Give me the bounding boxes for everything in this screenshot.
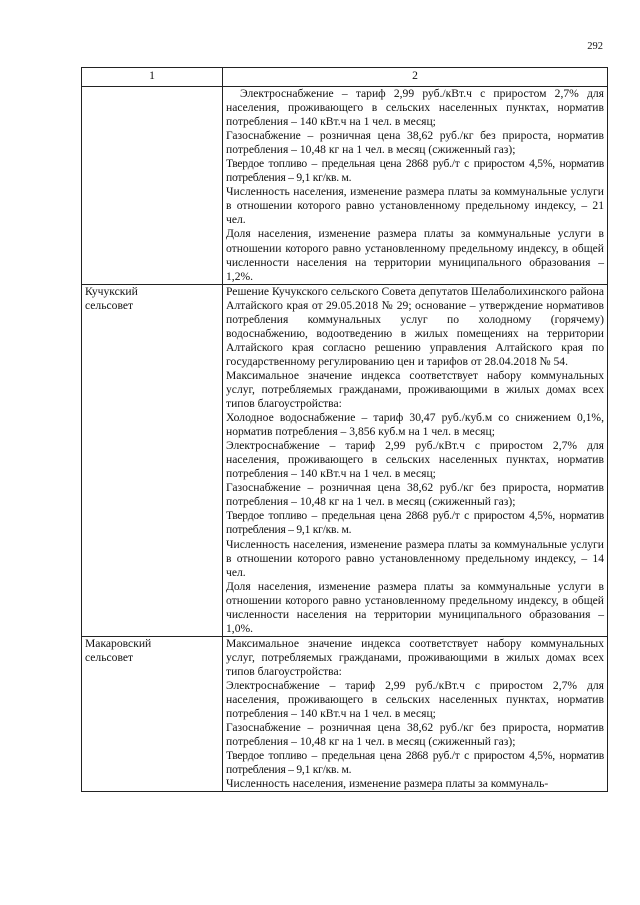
paragraph: Холодное водоснабжение – тариф 30,47 руб./куб.м со снижением 0,1%, норматив потребления – 3,856 куб.м на 1 чел. в месяц; xyxy=(226,411,604,439)
paragraph: Доля населения, изменение размера платы за коммунальные услуги в отношении которого равно установленному предельному индексу, в общей численности населения на территории муниципального образования – 1,2%. xyxy=(226,227,604,283)
paragraph: Максимальное значение индекса соответствует набору коммунальных услуг, потребляемых гражданами, проживающими в жилых домах всех типов благоустройства: xyxy=(226,368,604,411)
table-row xyxy=(82,87,608,285)
municipality-cell xyxy=(82,87,223,285)
municipality-cell: Макаровский сельсовет xyxy=(82,636,223,792)
paragraph: Численность населения, изменение размера платы за коммуналь- xyxy=(226,777,549,791)
tariff-table xyxy=(81,67,608,792)
header-col-1: 1 xyxy=(82,68,223,87)
paragraph: Твердое топливо – предельная цена 2868 руб./т с приростом 4,5%, норматив потребления – 9,1 кг/кв. м. xyxy=(226,749,604,777)
table-row xyxy=(82,636,608,792)
header-col-2: 2 xyxy=(223,68,608,87)
table-header-row xyxy=(82,68,608,87)
paragraph: Газоснабжение – розничная цена 38,62 руб./кг без прироста, норматив потребления – 10,48 кг на 1 чел. в месяц (сжиженный газ); xyxy=(226,481,604,509)
municipality-cell: Кучукский сельсовет xyxy=(82,284,223,636)
table-row xyxy=(82,284,608,636)
paragraph: Газоснабжение – розничная цена 38,62 руб./кг без прироста, норматив потребления – 10,48 кг на 1 чел. в месяц (сжиженный газ); xyxy=(226,721,604,749)
paragraph: Электроснабжение – тариф 2,99 руб./кВт.ч с приростом 2,7% для населения, проживающего в сельских населенных пунктах, норматив потребления – 140 кВт.ч на 1 чел. в месяц; xyxy=(226,87,604,129)
paragraph: Доля населения, изменение размера платы за коммунальные услуги в отношении которого равно установленному предельному индексу, в общей численности населения на территории муниципального образования – 1,0%. xyxy=(226,579,604,635)
paragraph: Численность населения, изменение размера платы за коммунальные услуги в отношении которого равно установленному предельному индексу, – 21 чел. xyxy=(226,185,604,227)
content-cell xyxy=(223,284,608,636)
paragraph: Решение Кучукского сельского Совета депутатов Шелаболихинского района Алтайского края от 29.05.2018 № 29; основание – утверждение нормативов потребления коммунальных услуг по холодному (горячему) водоснабжению, водоотведению в жилых помещениях на территории Алтайского края согласно решению управления Алтайского края по государственному регулированию цен и тарифов от 28.04.2018 № 54. xyxy=(226,284,604,368)
content-cell xyxy=(223,636,608,792)
paragraph: Электроснабжение – тариф 2,99 руб./кВт.ч с приростом 2,7% для населения, проживающего в сельских населенных пунктах, норматив потребления – 140 кВт.ч на 1 чел. в месяц; xyxy=(226,678,604,721)
paragraph: Твердое топливо – предельная цена 2868 руб./т с приростом 4,5%, норматив потребления – 9,1 кг/кв. м. xyxy=(226,509,604,537)
paragraph: Численность населения, изменение размера платы за коммунальные услуги в отношении которого равно установленному предельному индексу, – 14 чел. xyxy=(226,537,604,579)
paragraph: Электроснабжение – тариф 2,99 руб./кВт.ч с приростом 2,7% для населения, проживающего в сельских населенных пунктах, норматив потребления – 140 кВт.ч на 1 чел. в месяц; xyxy=(226,439,604,481)
paragraph: Максимальное значение индекса соответствует набору коммунальных услуг, потребляемых гражданами, проживающими в жилых домах всех типов благоустройства: xyxy=(226,636,604,678)
content-cell xyxy=(223,87,608,285)
paragraph: Газоснабжение – розничная цена 38,62 руб./кг без прироста, норматив потребления – 10,48 кг на 1 чел. в месяц (сжиженный газ); xyxy=(226,129,604,157)
paragraph: Твердое топливо – предельная цена 2868 руб./т с приростом 4,5%, норматив потребления – 9,1 кг/кв. м. xyxy=(226,157,604,185)
page-number: 292 xyxy=(587,41,603,52)
